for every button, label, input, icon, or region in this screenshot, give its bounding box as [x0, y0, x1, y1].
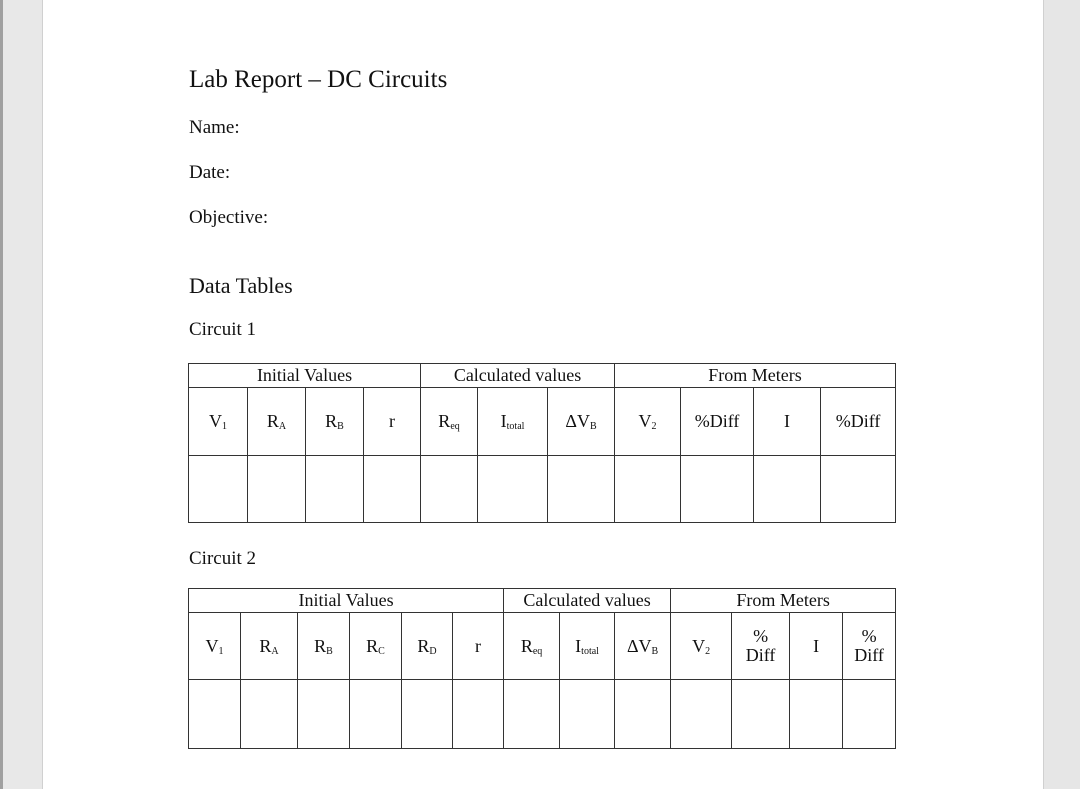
col-v1: $V_1$ — [189, 388, 248, 456]
document-title: Lab Report – DC Circuits — [189, 66, 448, 93]
window-edge — [0, 0, 3, 789]
col-i: I — [754, 388, 821, 456]
data-cell[interactable] — [732, 680, 790, 749]
data-cell[interactable] — [241, 680, 298, 749]
col-itotal: $I_{total}$ — [478, 388, 548, 456]
data-cell[interactable] — [681, 456, 754, 523]
data-cell[interactable] — [821, 456, 896, 523]
col-v2: $V_2$ — [615, 388, 681, 456]
name-label: Name: — [189, 117, 240, 138]
col-req: $R_{eq}$ — [504, 613, 560, 680]
col-ra: $R_A$ — [241, 613, 298, 680]
data-cell[interactable] — [843, 680, 896, 749]
circuit-1-label: Circuit 1 — [189, 319, 257, 340]
data-cell[interactable] — [350, 680, 402, 749]
data-cell[interactable] — [560, 680, 615, 749]
col-pct-diff-1: %Diff — [681, 388, 754, 456]
col-rd: $R_D$ — [402, 613, 453, 680]
col-r: r — [453, 613, 504, 680]
col-ra: $R_A$ — [248, 388, 306, 456]
group-initial-values: Initial Values — [189, 364, 421, 388]
col-rc: $R_C$ — [350, 613, 402, 680]
circuit-2-table — [188, 588, 896, 749]
table-row — [189, 680, 896, 749]
group-calculated-values: Calculated values — [421, 364, 615, 388]
data-cell[interactable] — [189, 680, 241, 749]
col-pct-diff-2: % Diff — [843, 613, 896, 680]
table-row — [189, 456, 896, 523]
data-cell[interactable] — [421, 456, 478, 523]
data-cell[interactable] — [504, 680, 560, 749]
data-cell[interactable] — [478, 456, 548, 523]
data-cell[interactable] — [298, 680, 350, 749]
col-r: r — [364, 388, 421, 456]
data-cell[interactable] — [402, 680, 453, 749]
group-initial-values: Initial Values — [189, 589, 504, 613]
date-label: Date: — [189, 162, 231, 183]
circuit-1-table — [188, 363, 896, 523]
data-cell[interactable] — [306, 456, 364, 523]
column-header-row — [189, 388, 896, 456]
group-calculated-values: Calculated values — [504, 589, 671, 613]
col-pct-diff-1: % Diff — [732, 613, 790, 680]
col-i: I — [790, 613, 843, 680]
section-title: Data Tables — [189, 273, 293, 298]
col-rb: $R_B$ — [306, 388, 364, 456]
document-page — [42, 0, 1044, 789]
col-v1: $V_1$ — [189, 613, 241, 680]
col-rb: $R_B$ — [298, 613, 350, 680]
col-req: $R_{eq}$ — [421, 388, 478, 456]
data-cell[interactable] — [615, 456, 681, 523]
col-delta-vb: $\Delta V_B$ — [548, 388, 615, 456]
data-cell[interactable] — [248, 456, 306, 523]
circuit-2-label: Circuit 2 — [189, 548, 257, 569]
group-from-meters: From Meters — [671, 589, 896, 613]
objective-label: Objective: — [189, 207, 269, 228]
col-itotal: $I_{total}$ — [560, 613, 615, 680]
data-cell[interactable] — [364, 456, 421, 523]
col-delta-vb: $\Delta V_B$ — [615, 613, 671, 680]
vertical-scrollbar[interactable] — [1043, 0, 1080, 789]
group-from-meters: From Meters — [615, 364, 896, 388]
column-header-row — [189, 613, 896, 680]
data-cell[interactable] — [790, 680, 843, 749]
data-cell[interactable] — [615, 680, 671, 749]
data-cell[interactable] — [754, 456, 821, 523]
data-cell[interactable] — [671, 680, 732, 749]
data-cell[interactable] — [453, 680, 504, 749]
data-cell[interactable] — [189, 456, 248, 523]
data-cell[interactable] — [548, 456, 615, 523]
col-v2: $V_2$ — [671, 613, 732, 680]
col-pct-diff-2: %Diff — [821, 388, 896, 456]
